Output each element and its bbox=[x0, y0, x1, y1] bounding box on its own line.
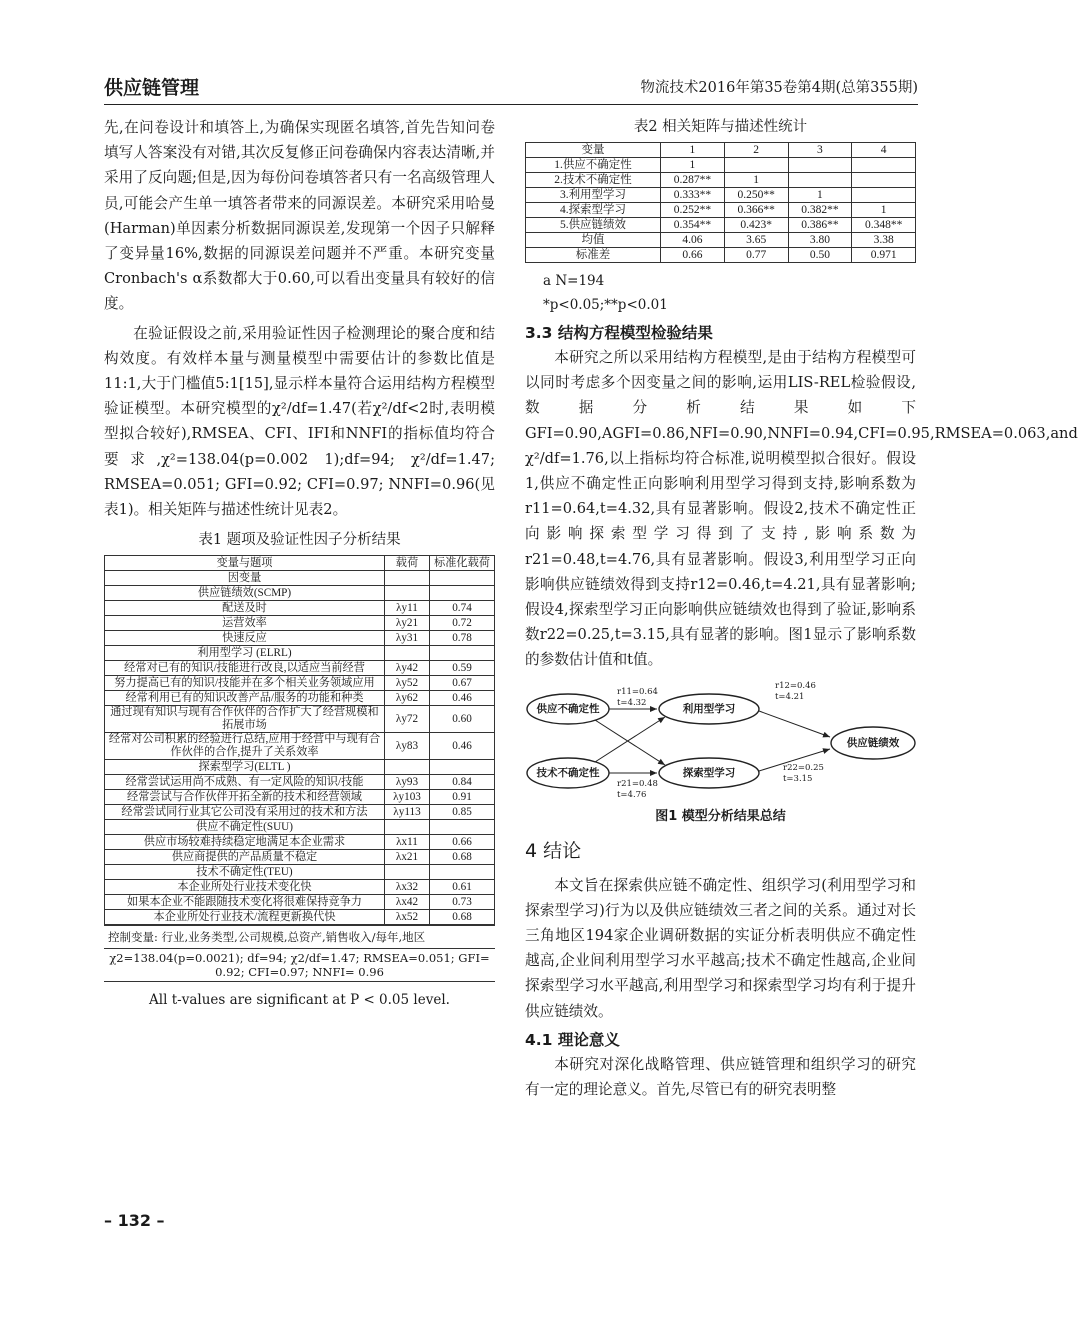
table2-cell: 0.366** bbox=[724, 203, 788, 218]
table1-cell: 0.66 bbox=[430, 835, 495, 850]
edge-h4-coef: r22=0.25 bbox=[783, 762, 824, 773]
table1-cell bbox=[430, 646, 495, 661]
edge-cross-1 bbox=[595, 720, 665, 765]
table2-cell: 0.333** bbox=[661, 188, 725, 203]
journal-issue-info: 物流技术2016年第35卷第4期(总第355期) bbox=[640, 80, 918, 96]
table1-cell: λy93 bbox=[385, 775, 430, 790]
right-column bbox=[525, 115, 1078, 1102]
table2-cell bbox=[788, 158, 852, 173]
header-divider bbox=[104, 104, 918, 105]
control-variables: 控制变量: 行业,业务类型,公司规模,总资产,销售收入/每年,地区 bbox=[104, 925, 495, 949]
table-row bbox=[105, 805, 495, 820]
node-label-explorative-learning: 探索型学习 bbox=[682, 766, 736, 779]
table1-cell: 经常利用已有的知识改善产品/服务的功能和种类 bbox=[105, 691, 385, 706]
table1-cell: 技术不确定性(TEU) bbox=[105, 865, 385, 880]
table1-cell: 因变量 bbox=[105, 571, 385, 586]
edge-label-h4 bbox=[783, 763, 824, 785]
table2-cell: 1 bbox=[661, 158, 725, 173]
table1-cell: 0.46 bbox=[430, 733, 495, 760]
table1-cell: 0.91 bbox=[430, 790, 495, 805]
table-row bbox=[105, 631, 495, 646]
table1-cell bbox=[385, 820, 430, 835]
table2-cell: 1 bbox=[852, 203, 916, 218]
table2-header-cell: 1 bbox=[661, 143, 725, 158]
journal-section-title: 供应链管理 bbox=[104, 77, 200, 99]
table1-cell: 供应市场较难持续稳定地满足本企业需求 bbox=[105, 835, 385, 850]
node-label-exploitative-learning: 利用型学习 bbox=[682, 702, 736, 715]
table2-cell: 3.利用型学习 bbox=[526, 188, 661, 203]
left-column bbox=[104, 115, 495, 1008]
table-row bbox=[105, 880, 495, 895]
table1-header-cell: 变量与题项 bbox=[105, 556, 385, 571]
table2-cell: 均值 bbox=[526, 233, 661, 248]
t-value-note: All t-values are significant at P < 0.05 level. bbox=[149, 992, 450, 1009]
table2-header-row bbox=[526, 143, 916, 158]
table1-cell: 0.74 bbox=[430, 601, 495, 616]
table1-cell: 0.60 bbox=[430, 706, 495, 733]
table-row bbox=[105, 835, 495, 850]
table1-cell: 配送及时 bbox=[105, 601, 385, 616]
table-row bbox=[105, 646, 495, 661]
edge-h4-t: t=3.15 bbox=[783, 773, 813, 784]
table1-cell: 0.61 bbox=[430, 880, 495, 895]
table-row bbox=[105, 760, 495, 775]
table-row bbox=[526, 158, 916, 173]
table1-cell: 本企业所处行业技术变化快 bbox=[105, 880, 385, 895]
table2-header-cell: 2 bbox=[724, 143, 788, 158]
figure-1 bbox=[525, 680, 916, 800]
edge-h2-t: t=4.76 bbox=[617, 789, 647, 800]
table2-cell: 4.06 bbox=[661, 233, 725, 248]
section-heading-3-3: 3.3 结构方程模型检验结果 bbox=[525, 324, 713, 342]
table2-cell bbox=[852, 188, 916, 203]
table2-cell: 0.66 bbox=[661, 248, 725, 263]
table-row bbox=[105, 616, 495, 631]
model-fit-indices: χ2=138.04(p=0.0021); df=94; χ2/df=1.47; RMSEA=0.051; GFI= 0.92; CFI=0.97; NNFI= 0.96 bbox=[104, 949, 495, 982]
table2-cell: 5.供应链绩效 bbox=[526, 218, 661, 233]
section-heading-4: 4 结论 bbox=[525, 839, 582, 862]
edge-cross-2 bbox=[595, 717, 665, 762]
table1-cell bbox=[385, 646, 430, 661]
table-row bbox=[526, 233, 916, 248]
table1-cell bbox=[385, 586, 430, 601]
table1-cell: 0.68 bbox=[430, 910, 495, 925]
table1-cell bbox=[430, 586, 495, 601]
paragraph-theory: 本研究对深化战略管理、供应链管理和组织学习的研究有一定的理论意义。首先,尽管已有的研究表明整 bbox=[525, 1055, 916, 1099]
table1-cell: 0.59 bbox=[430, 661, 495, 676]
table1-cell bbox=[430, 760, 495, 775]
table1-cell: 探索型学习(ELTL ) bbox=[105, 760, 385, 775]
table1-cell: 0.73 bbox=[430, 895, 495, 910]
table1-cell: 努力提高已有的知识/技能并在多个相关业务领域应用 bbox=[105, 676, 385, 691]
page-number: – 132 – bbox=[104, 1211, 165, 1230]
table2-cell: 0.250** bbox=[724, 188, 788, 203]
table1-cell: 通过现有知识与现有合作伙伴的合作扩大了经营规模和拓展市场 bbox=[105, 706, 385, 733]
table-row bbox=[105, 865, 495, 880]
table2-note-significance: *p<0.05;**p<0.01 bbox=[543, 297, 668, 313]
table1-cell: 运营效率 bbox=[105, 616, 385, 631]
table2-cell bbox=[852, 158, 916, 173]
table1-cell: 0.84 bbox=[430, 775, 495, 790]
table2-cell bbox=[788, 173, 852, 188]
table-row bbox=[105, 820, 495, 835]
table2-note-n: a N=194 bbox=[543, 273, 605, 289]
table1-cell: 供应商提供的产品质量不稳定 bbox=[105, 850, 385, 865]
table2-cell: 0.382** bbox=[788, 203, 852, 218]
table2-cell: 0.50 bbox=[788, 248, 852, 263]
table-row bbox=[526, 188, 916, 203]
table1-cell: λx11 bbox=[385, 835, 430, 850]
table1-cell: λx32 bbox=[385, 880, 430, 895]
table1-caption: 表1 题项及验证性因子分析结果 bbox=[198, 532, 401, 549]
table-row bbox=[105, 790, 495, 805]
table-row bbox=[105, 910, 495, 925]
table1-cell bbox=[430, 820, 495, 835]
table1-cell: λx42 bbox=[385, 895, 430, 910]
table1-cell: 经常对已有的知识/技能进行改良,以适应当前经营 bbox=[105, 661, 385, 676]
table1-cell: λy11 bbox=[385, 601, 430, 616]
table1-cell: λy62 bbox=[385, 691, 430, 706]
node-label-scm-performance: 供应链绩效 bbox=[846, 736, 900, 749]
table2-cell: 3.38 bbox=[852, 233, 916, 248]
node-label-supply-uncertainty: 供应不确定性 bbox=[536, 702, 600, 715]
table2-cell: 0.287** bbox=[661, 173, 725, 188]
section-heading-4-1: 4.1 理论意义 bbox=[525, 1030, 620, 1049]
table1-cell: λy72 bbox=[385, 706, 430, 733]
table-row bbox=[105, 586, 495, 601]
table-row bbox=[105, 601, 495, 616]
table2-cell bbox=[852, 173, 916, 188]
table1-cell: 经常对公司积累的经验进行总结,应用于经营中与现有合作伙伴的合作,提升了关系效率 bbox=[105, 733, 385, 760]
table-row bbox=[526, 218, 916, 233]
table1-cell: 经常尝试同行业其它公司没有采用过的技术和方法 bbox=[105, 805, 385, 820]
table2-cell: 3.80 bbox=[788, 233, 852, 248]
table1-cell: λy42 bbox=[385, 661, 430, 676]
table2-cell: 0.423* bbox=[724, 218, 788, 233]
table1-cell: 0.68 bbox=[430, 850, 495, 865]
edge-h3-t: t=4.21 bbox=[775, 691, 805, 702]
table2-cell: 标准差 bbox=[526, 248, 661, 263]
table-row bbox=[105, 850, 495, 865]
paragraph-sem-results: 本研究之所以采用结构方程模型,是由于结构方程模型可以同时考虑多个因变量之间的影响,运用LIS-REL检验假设,数据分析结果如下GFI=0.90,AGFI=0.86,NFI=0.90,NNFI=0.94,CFI=0.95,RMSEA=0.063,and χ²/df=1.76,以上指标均符合标准,说明模型拟合很好。假设1,供应不确定性正向影响利用型学习得到支持,影响系数为r11=0.64,t=4.32,具有显著影响。假设2,技术不确定性正向影响探索型学习得到了支持,影响系数为r21=0.48,t=4.76,具有显著影响。假设3,利用型学习正向影响供应链绩效得到支持r12=0.46,t=4.21,具有显著影响;假设4,探索型学习正向影响供应链绩效也得到了验证,影响系数r22=0.25,t=3.15,具有显著的影响。图1显示了影响系数的参数估计值和t值。 bbox=[525, 349, 1078, 669]
table1-cell: λy31 bbox=[385, 631, 430, 646]
table2-cell: 1 bbox=[724, 173, 788, 188]
table-row bbox=[105, 733, 495, 760]
table1-cell: 经常尝试与合作伙伴开拓全新的技术和经营领域 bbox=[105, 790, 385, 805]
table-row bbox=[526, 248, 916, 263]
table1-cell: λy113 bbox=[385, 805, 430, 820]
table2-cell: 0.252** bbox=[661, 203, 725, 218]
table-row bbox=[526, 173, 916, 188]
table1-cell: 供应链绩效(SCMP) bbox=[105, 586, 385, 601]
table1-cell bbox=[385, 571, 430, 586]
table2-cell bbox=[724, 158, 788, 173]
table2-header-cell: 4 bbox=[852, 143, 916, 158]
table1-cell: 快速反应 bbox=[105, 631, 385, 646]
table2-cell: 4.探索型学习 bbox=[526, 203, 661, 218]
table-row bbox=[105, 895, 495, 910]
table1 bbox=[104, 555, 495, 925]
table-row bbox=[105, 676, 495, 691]
table1-header-cell: 标准化载荷 bbox=[430, 556, 495, 571]
table2-cell: 1 bbox=[788, 188, 852, 203]
table2-header-cell: 3 bbox=[788, 143, 852, 158]
table1-cell: 0.85 bbox=[430, 805, 495, 820]
table1-header-row bbox=[105, 556, 495, 571]
edge-h3-coef: r12=0.46 bbox=[775, 680, 816, 691]
table1-cell: λy83 bbox=[385, 733, 430, 760]
table2-cell: 0.386** bbox=[788, 218, 852, 233]
table1-cell: 经常尝试运用尚不成熟、有一定风险的知识/技能 bbox=[105, 775, 385, 790]
table-row bbox=[105, 571, 495, 586]
table-row bbox=[526, 203, 916, 218]
edge-label-h3 bbox=[775, 681, 816, 703]
table1-cell: 0.67 bbox=[430, 676, 495, 691]
table-row bbox=[105, 706, 495, 733]
node-label-tech-uncertainty: 技术不确定性 bbox=[536, 766, 600, 779]
table1-cell: λx21 bbox=[385, 850, 430, 865]
table2-cell: 0.971 bbox=[852, 248, 916, 263]
table1-cell bbox=[385, 865, 430, 880]
table1-cell bbox=[430, 865, 495, 880]
table1-header-cell: 载荷 bbox=[385, 556, 430, 571]
table2-cell: 2.技术不确定性 bbox=[526, 173, 661, 188]
table2-caption: 表2 相关矩阵与描述性统计 bbox=[633, 119, 808, 135]
table-row bbox=[105, 691, 495, 706]
figure1-caption: 图1 模型分析结果总结 bbox=[655, 808, 786, 824]
table1-cell: 0.72 bbox=[430, 616, 495, 631]
table1-cell: λx52 bbox=[385, 910, 430, 925]
table2-cell: 0.348** bbox=[852, 218, 916, 233]
table2-cell: 1.供应不确定性 bbox=[526, 158, 661, 173]
table-row bbox=[105, 775, 495, 790]
table1-cell: 利用型学习 (ELRL) bbox=[105, 646, 385, 661]
table1-cell: λy21 bbox=[385, 616, 430, 631]
table1-cell bbox=[385, 760, 430, 775]
table1-cell: λy52 bbox=[385, 676, 430, 691]
edge-label-h2 bbox=[617, 779, 658, 801]
table1-cell: λy103 bbox=[385, 790, 430, 805]
edge-h3 bbox=[759, 711, 830, 737]
paragraph-conclusion: 本文旨在探索供应链不确定性、组织学习(利用型学习和探索型学习)行为以及供应链绩效三者之间的关系。通过对长三角地区194家企业调研数据的实证分析表明供应不确定性越高,企业间利用型学习水平越高;技术不确定性越高,企业间探索型学习水平越高,利用型学习和探索型学习均有利于提升供应链绩效。 bbox=[525, 876, 916, 1020]
table2 bbox=[525, 142, 916, 263]
table2-cell: 0.354** bbox=[661, 218, 725, 233]
edge-h2-coef: r21=0.48 bbox=[617, 778, 658, 789]
table1-cell: 0.78 bbox=[430, 631, 495, 646]
edge-label-h1 bbox=[617, 687, 658, 709]
table-row bbox=[105, 661, 495, 676]
table2-header-cell: 变量 bbox=[526, 143, 661, 158]
table1-cell: 本企业所处行业技术/流程更新换代快 bbox=[105, 910, 385, 925]
table1-cell: 0.46 bbox=[430, 691, 495, 706]
paragraph-cfa: 在验证假设之前,采用验证性因子检测理论的聚合度和结构效度。有效样本量与测量模型中需要估计的参数比值是11:1,大于门槛值5:1[15],显示样本量符合运用结构方程模型验证模型。本研究模型的χ²/df=1.47(若χ²/df<2时,表明模型拟合较好),RMSEA、CFI、IFI和NNFI的指标值均符合要求,χ²=138.04(p=0.002 1);df=94; χ²/df=1.47; RMSEA=0.051; GFI=0.92; CFI=0.97; NNFI=0.96(见表1)。相关矩阵与描述性统计见表2。 bbox=[104, 324, 495, 519]
paragraph-common-method: 先,在问卷设计和填答上,为确保实现匿名填答,首先告知问卷填写人答案没有对错,其次反复修正问卷确保内容表达清晰,并采用了反向题;但是,因为每份问卷填答者只有一名高级管理人员,可能会产生单一填答者带来的同源误差。本研究采用哈曼(Harman)单因素分析数据同源误差,发现第一个因子只解释了变异量16%,数据的同源误差问题并不严重。本研究变量Cronbach's α系数都大于0.60,可以看出变量具有较好的信度。 bbox=[104, 119, 495, 313]
table2-cell: 0.77 bbox=[724, 248, 788, 263]
table1-cell: 供应不确定性(SUU) bbox=[105, 820, 385, 835]
table1-cell: 如果本企业不能跟随技术变化将很难保持竞争力 bbox=[105, 895, 385, 910]
table1-cell bbox=[430, 571, 495, 586]
edge-h1-t: t=4.32 bbox=[617, 697, 647, 708]
table2-cell: 3.65 bbox=[724, 233, 788, 248]
edge-h1-coef: r11=0.64 bbox=[617, 686, 658, 697]
